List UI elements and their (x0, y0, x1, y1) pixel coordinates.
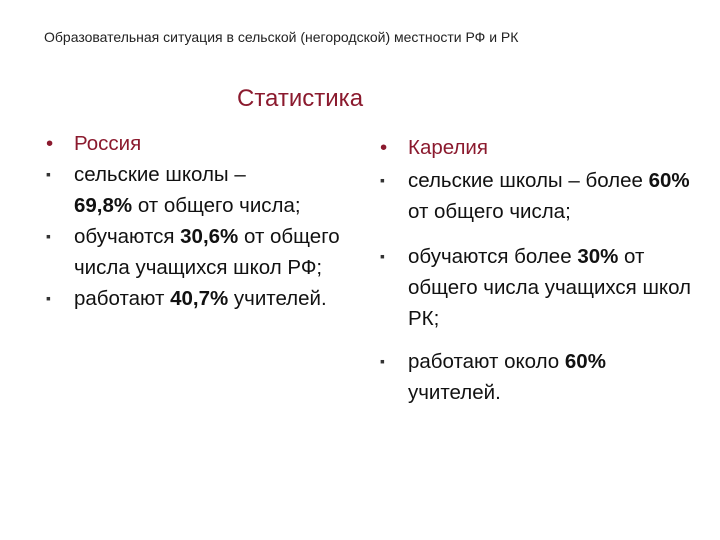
karelia-title-text: Карелия (408, 136, 488, 159)
russia-item-students (46, 221, 346, 283)
bullet-small-icon: ▪ (46, 290, 51, 306)
bullet-dot-icon: • (46, 132, 54, 155)
russia-item-schools (46, 159, 346, 221)
item-number: 69,8% (74, 194, 133, 217)
karelia-item-schools (380, 165, 700, 227)
karelia-item-teachers (380, 346, 700, 408)
item-text: обучаются (74, 225, 181, 248)
russia-title-text: Россия (74, 132, 142, 155)
bullet-small-icon: ▪ (380, 248, 385, 264)
item-text: работают около (408, 350, 565, 373)
karelia-column (380, 128, 700, 408)
item-text: от общего числа учащихся школ РФ; (74, 225, 340, 279)
item-text: сельские школы – (74, 163, 246, 186)
item-text: обучаются более (408, 245, 578, 268)
item-number: 30% (577, 245, 619, 268)
item-text: от общего числа; (132, 194, 301, 217)
russia-title (46, 128, 346, 159)
item-number: 40,7% (170, 287, 229, 310)
item-number: 60% (648, 169, 690, 192)
item-text: от общего числа; (408, 200, 571, 223)
item-text: учителей. (408, 381, 501, 404)
item-text: работают (74, 287, 171, 310)
bullet-dot-icon: • (380, 136, 388, 159)
item-text: сельские школы – более (408, 169, 649, 192)
karelia-title (380, 132, 700, 163)
item-text: от общего числа учащихся школ РК; (408, 245, 692, 330)
russia-item-teachers (46, 283, 346, 314)
bullet-small-icon: ▪ (380, 353, 385, 369)
item-number: 60% (564, 350, 606, 373)
bullet-small-icon: ▪ (46, 166, 51, 182)
bullet-small-icon: ▪ (46, 228, 51, 244)
bullet-small-icon: ▪ (380, 172, 385, 188)
russia-column (46, 128, 346, 314)
karelia-item-students (380, 241, 700, 334)
item-text: учителей. (228, 287, 327, 310)
slide-subtitle: Статистика (237, 85, 364, 112)
item-number: 30,6% (180, 225, 239, 248)
slide-header: Образовательная ситуация в сельской (негородской) местности РФ и РК (44, 29, 519, 45)
